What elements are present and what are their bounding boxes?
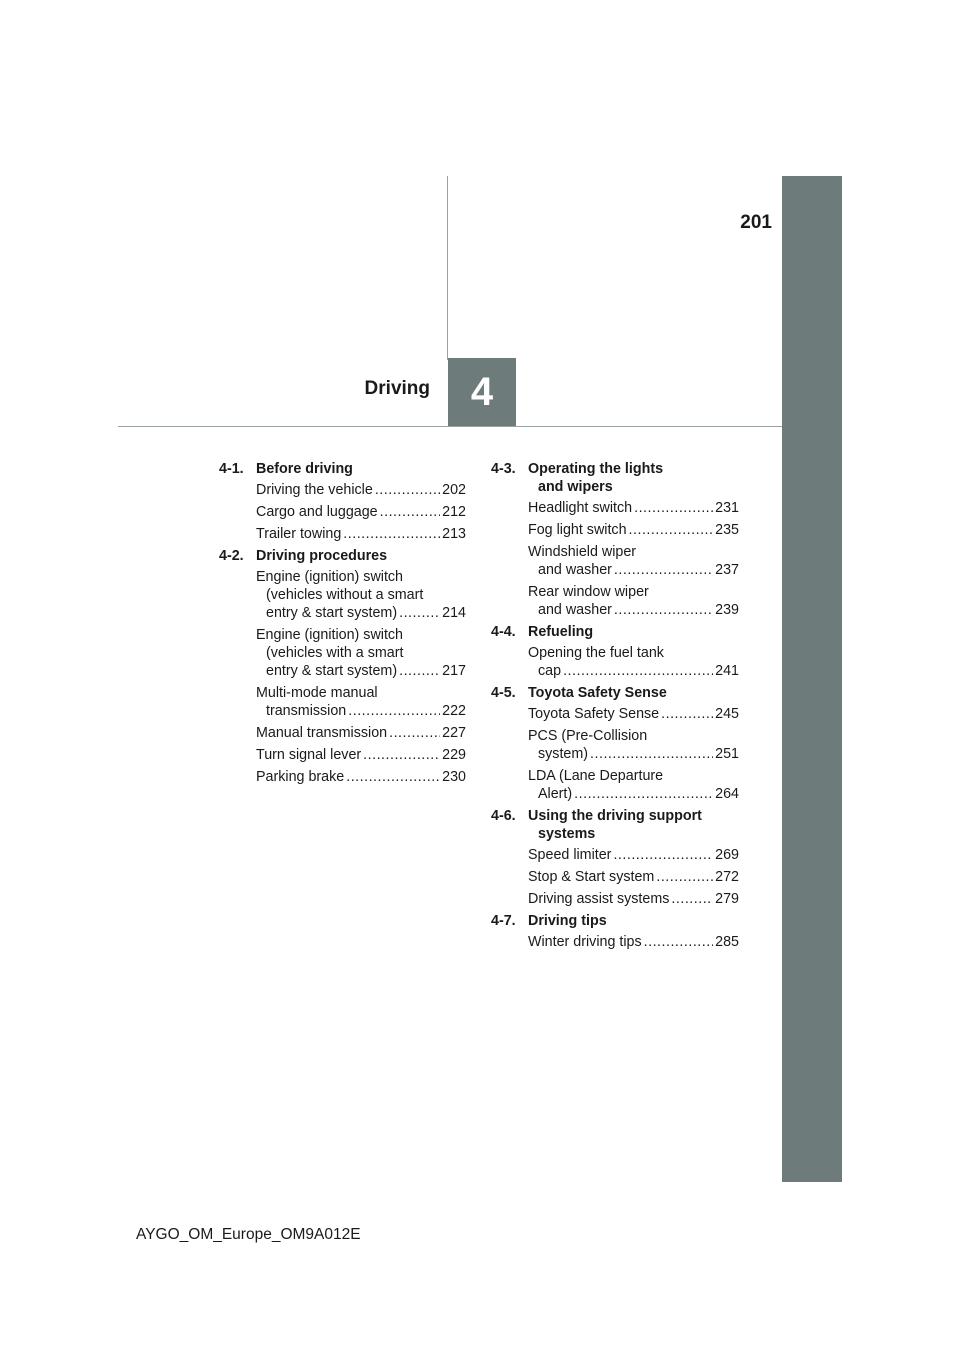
toc-entry-link[interactable] xyxy=(256,684,466,720)
toc-entry-link[interactable] xyxy=(528,583,739,619)
entry-title-row xyxy=(528,933,739,951)
dot-leader xyxy=(629,521,714,539)
toc-entry-link[interactable] xyxy=(528,727,739,763)
toc-entry-link[interactable] xyxy=(528,543,739,579)
section-heading xyxy=(491,684,739,702)
entry-page-number: 279 xyxy=(715,891,739,907)
dot-leader xyxy=(363,746,440,764)
toc-entry-link[interactable] xyxy=(256,568,466,622)
dot-leader xyxy=(656,868,713,886)
chapter-title: Driving xyxy=(364,378,430,399)
entry-title-row xyxy=(528,705,739,723)
entry-title-line: Engine (ignition) switch xyxy=(256,569,404,585)
entry-title-row xyxy=(256,746,466,764)
toc-column-right xyxy=(491,460,739,955)
dot-leader xyxy=(574,785,713,803)
entry-title-line: Driving the vehicle xyxy=(256,482,373,498)
section-heading xyxy=(491,460,739,496)
section-title-line: Operating the lights xyxy=(528,461,664,477)
dot-leader xyxy=(671,890,713,908)
toc-entry-link[interactable] xyxy=(528,644,739,680)
toc-entry-link[interactable] xyxy=(528,846,739,864)
toc-entry-link[interactable] xyxy=(528,868,739,886)
toc-entry-link[interactable] xyxy=(256,724,466,742)
dot-leader xyxy=(375,481,440,499)
entry-title-line: (vehicles with a smart xyxy=(266,645,404,661)
entry-title-row xyxy=(256,503,466,521)
section-title-line: Before driving xyxy=(256,461,353,477)
entry-page-number: 272 xyxy=(715,869,739,885)
entry-page-number: 231 xyxy=(715,500,739,516)
section-number: 4-6. xyxy=(491,808,516,824)
toc-entry-link[interactable] xyxy=(528,499,739,517)
section-title xyxy=(528,684,739,702)
dot-leader xyxy=(380,503,441,521)
chapter-number-box xyxy=(448,358,516,426)
section-number: 4-7. xyxy=(491,913,516,929)
section-title xyxy=(528,807,739,843)
chapter-number: 4 xyxy=(470,369,494,414)
entry-page-number: 285 xyxy=(715,934,739,950)
entry-title-line: entry & start system) xyxy=(266,605,398,621)
page-number: 201 xyxy=(740,212,772,233)
entry-title-line: cap xyxy=(538,663,562,679)
entry-page-number: 251 xyxy=(715,746,739,762)
entry-title-line: Fog light switch xyxy=(528,522,627,538)
entry-title-row xyxy=(528,601,739,619)
entry-title-row xyxy=(256,662,466,680)
toc-entry-link[interactable] xyxy=(256,525,466,543)
dot-leader xyxy=(399,662,440,680)
entry-title-line: entry & start system) xyxy=(266,663,398,679)
section-title xyxy=(256,547,466,565)
dot-leader xyxy=(590,745,713,763)
toc-section xyxy=(219,547,466,786)
entry-title-line: Windshield wiper xyxy=(528,544,637,560)
toc-entry-link[interactable] xyxy=(528,767,739,803)
toc-section xyxy=(219,460,466,543)
section-title-line: systems xyxy=(538,826,596,842)
entry-title-row xyxy=(256,768,466,786)
entry-page-number: 245 xyxy=(715,706,739,722)
entry-title-line: PCS (Pre-Collision xyxy=(528,728,648,744)
section-title-line: Using the driving support xyxy=(528,808,702,824)
dot-leader xyxy=(389,724,440,742)
entry-page-number: 239 xyxy=(715,602,739,618)
toc-entry-link[interactable] xyxy=(528,705,739,723)
toc-entry-link[interactable] xyxy=(256,503,466,521)
dot-leader xyxy=(661,705,713,723)
entry-title-row xyxy=(528,846,739,864)
entry-title-line: Rear window wiper xyxy=(528,584,649,600)
entry-title-line: LDA (Lane Departure xyxy=(528,768,664,784)
entry-title-line: Toyota Safety Sense xyxy=(528,706,660,722)
entry-page-number: 237 xyxy=(715,562,739,578)
section-number: 4-1. xyxy=(219,461,244,477)
section-number: 4-3. xyxy=(491,461,516,477)
footer-doc-id: AYGO_OM_Europe_OM9A012E xyxy=(136,1226,361,1243)
entry-title-line: and washer xyxy=(538,602,612,618)
entry-title-line: Speed limiter xyxy=(528,847,612,863)
toc-entry-link[interactable] xyxy=(256,481,466,499)
dot-leader xyxy=(614,601,713,619)
section-heading xyxy=(491,807,739,843)
toc-section xyxy=(491,807,739,908)
toc-entry-link[interactable] xyxy=(528,933,739,951)
entry-title-line: transmission xyxy=(266,703,347,719)
entry-title-row xyxy=(528,499,739,517)
entry-title-line: Stop & Start system xyxy=(528,869,655,885)
dot-leader xyxy=(343,525,440,543)
section-title-line: Driving tips xyxy=(528,913,607,929)
entry-title-row xyxy=(528,745,739,763)
entry-title-row xyxy=(528,521,739,539)
toc-section xyxy=(491,912,739,951)
dot-leader xyxy=(614,561,713,579)
section-title-line: Toyota Safety Sense xyxy=(528,685,667,701)
header-divider-horizontal xyxy=(118,426,782,427)
entry-title-row xyxy=(528,785,739,803)
toc-entry-link[interactable] xyxy=(528,890,739,908)
entry-title-row xyxy=(256,702,466,720)
section-title xyxy=(528,460,739,496)
entry-title-row xyxy=(256,525,466,543)
section-heading xyxy=(491,623,739,641)
entry-page-number: 241 xyxy=(715,663,739,679)
section-number: 4-5. xyxy=(491,685,516,701)
entry-page-number: 222 xyxy=(442,703,466,719)
entry-page-number: 213 xyxy=(442,526,466,542)
dot-leader xyxy=(348,702,440,720)
dot-leader xyxy=(644,933,714,951)
entry-title-line: Parking brake xyxy=(256,769,345,785)
entry-page-number: 227 xyxy=(442,725,466,741)
chapter-tab-bar xyxy=(782,176,842,1182)
dot-leader xyxy=(613,846,713,864)
section-title-line: and wipers xyxy=(538,479,613,495)
entry-title-row xyxy=(528,868,739,886)
entry-page-number: 229 xyxy=(442,747,466,763)
entry-title-row xyxy=(528,561,739,579)
toc-section xyxy=(491,623,739,680)
entry-title-line: Engine (ignition) switch xyxy=(256,627,404,643)
header-divider-vertical xyxy=(447,176,448,360)
section-heading xyxy=(491,912,739,930)
entry-title-line: Turn signal lever xyxy=(256,747,362,763)
section-number: 4-2. xyxy=(219,548,244,564)
entry-page-number: 235 xyxy=(715,522,739,538)
toc-column-left xyxy=(219,460,466,790)
toc-entry-link[interactable] xyxy=(256,746,466,764)
dot-leader xyxy=(634,499,713,517)
entry-page-number: 269 xyxy=(715,847,739,863)
entry-title-line: and washer xyxy=(538,562,612,578)
entry-title-line: Cargo and luggage xyxy=(256,504,378,520)
section-number: 4-4. xyxy=(491,624,516,640)
entry-title-line: (vehicles without a smart xyxy=(266,587,424,603)
entry-title-row xyxy=(528,890,739,908)
entry-title-line: system) xyxy=(538,746,589,762)
section-heading xyxy=(219,460,466,478)
entry-title-row xyxy=(256,604,466,622)
toc-section xyxy=(491,460,739,619)
entry-title-line: Driving assist systems xyxy=(528,891,670,907)
entry-page-number: 230 xyxy=(442,769,466,785)
entry-title-line: Winter driving tips xyxy=(528,934,642,950)
section-title xyxy=(256,460,466,478)
dot-leader xyxy=(346,768,440,786)
entry-title-line: Alert) xyxy=(538,786,573,802)
section-title xyxy=(528,912,739,930)
entry-title-line: Manual transmission xyxy=(256,725,388,741)
entry-page-number: 214 xyxy=(442,605,466,621)
section-title-line: Refueling xyxy=(528,624,594,640)
section-title xyxy=(528,623,739,641)
entry-page-number: 264 xyxy=(715,786,739,802)
entry-title-line: Opening the fuel tank xyxy=(528,645,664,661)
entry-title-line: Multi-mode manual xyxy=(256,685,378,701)
dot-leader xyxy=(399,604,440,622)
entry-title-line: Trailer towing xyxy=(256,526,342,542)
toc-entry-link[interactable] xyxy=(256,768,466,786)
toc-section xyxy=(491,684,739,803)
toc-entry-link[interactable] xyxy=(256,626,466,680)
section-title-line: Driving procedures xyxy=(256,548,388,564)
toc-entry-link[interactable] xyxy=(528,521,739,539)
entry-page-number: 202 xyxy=(442,482,466,498)
entry-title-row xyxy=(256,481,466,499)
section-heading xyxy=(219,547,466,565)
entry-title-line: Headlight switch xyxy=(528,500,633,516)
entry-title-row xyxy=(256,724,466,742)
dot-leader xyxy=(563,662,713,680)
entry-page-number: 217 xyxy=(442,663,466,679)
entry-page-number: 212 xyxy=(442,504,466,520)
entry-title-row xyxy=(528,662,739,680)
